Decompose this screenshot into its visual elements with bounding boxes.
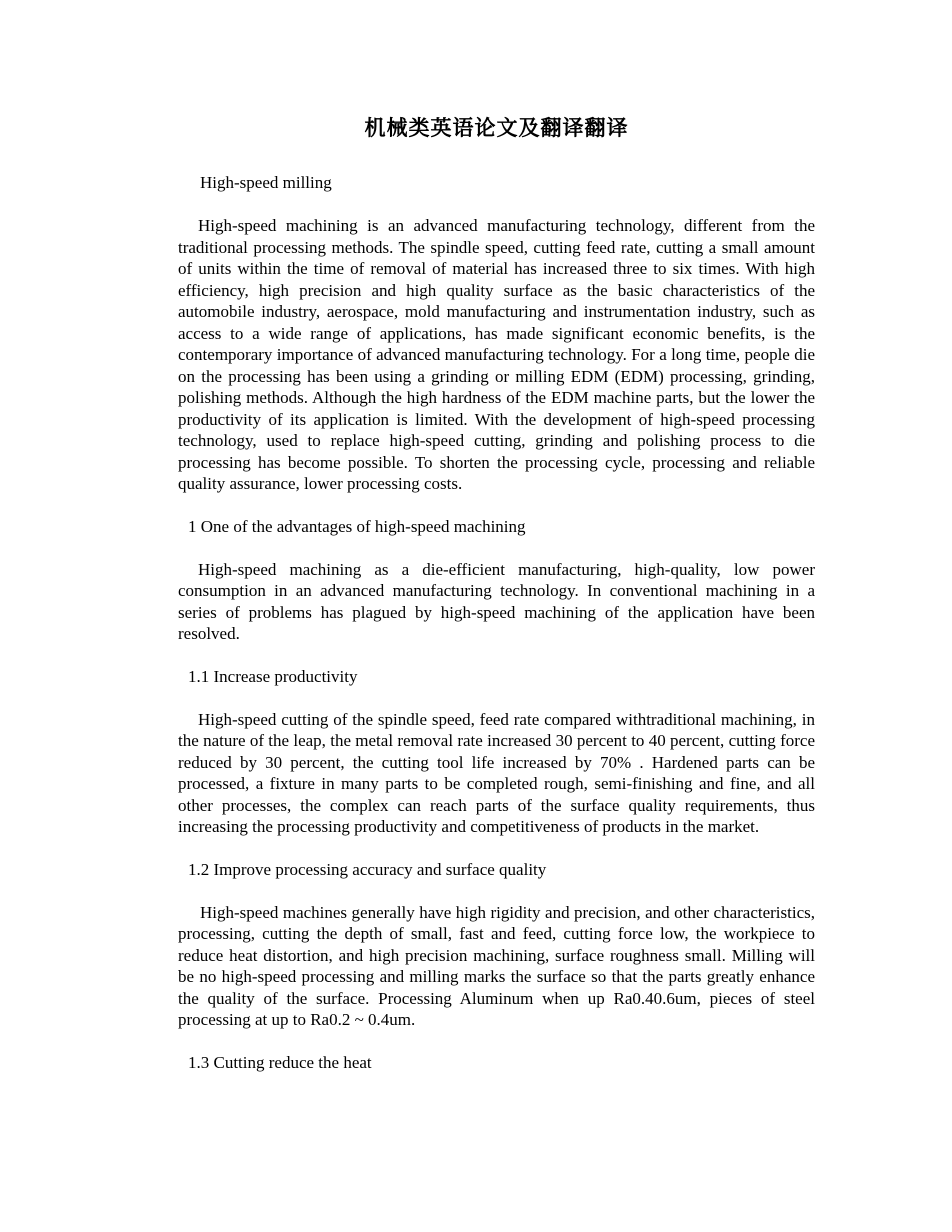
section-title: High-speed milling xyxy=(200,173,332,192)
section-heading-1-2: 1.2 Improve processing accuracy and surface quality xyxy=(188,859,547,879)
section-heading-1-1: 1.1 Increase productivity xyxy=(188,666,358,686)
section-paragraph-1: High-speed machining as a die-efficient manufacturing, high-quality, low power consumption in an advanced manufacturing technology. In conventional machining in a series of problems has plagued by high-speed machining of the application have been resolved. xyxy=(178,559,815,643)
document-page xyxy=(178,112,815,1095)
intro-paragraph: High-speed machining is an advanced manufacturing technology, different from the traditional processing methods. The spindle speed, cutting feed rate, cutting a small amount of units within the time of removal of material has increased three to six times. With high efficiency, high precision and high quality surface as the basic characteristics of the automobile industry, aerospace, mold manufacturing and instrumentation industry, such as access to a wide range of applications, has made significant economic benefits, is the contemporary importance of advanced manufacturing technology. For a long time, people die on the processing has been using a grinding or milling EDM (EDM) processing, grinding, polishing methods. Although the high hardness of the EDM machine parts, but the lower the productivity of its application is limited. With the development of high-speed processing technology, used to replace high-speed cutting, grinding and polishing process to die processing has become possible. To shorten the processing cycle, processing and reliable quality assurance, lower processing costs. xyxy=(178,216,815,493)
section-paragraph-1-1: High-speed cutting of the spindle speed, feed rate compared withtraditional machining, in the nature of the leap, the metal removal rate increased 30 percent to 40 percent, cutting force reduced by 30 percent, the cutting tool life increased by 70% . Hardened parts can be processed, a fixture in many parts to be completed rough, semi-finishing and fine, and all other processes, the complex can reach parts of the surface quality requirements, thus increasing the processing productivity and competitiveness of products in the market. xyxy=(178,709,815,836)
section-paragraph-1-2: High-speed machines generally have high rigidity and precision, and other characteristics, processing, cutting the depth of small, fast and feed, cutting force low, the workpiece to reduce heat distortion, and high precision machining, surface roughness small. Milling will be no high-speed processing and milling marks the surface so that the parts greatly enhance the quality of the surface. Processing Aluminum when up Ra0.40.6um, pieces of steel processing at up to Ra0.2 ~ 0.4um. xyxy=(178,902,815,1029)
document-title: 机械类英语论文及翻译翻译 xyxy=(364,116,629,140)
section-heading-1-3: 1.3 Cutting reduce the heat xyxy=(188,1052,372,1072)
section-heading-1: 1 One of the advantages of high-speed machining xyxy=(188,516,526,536)
